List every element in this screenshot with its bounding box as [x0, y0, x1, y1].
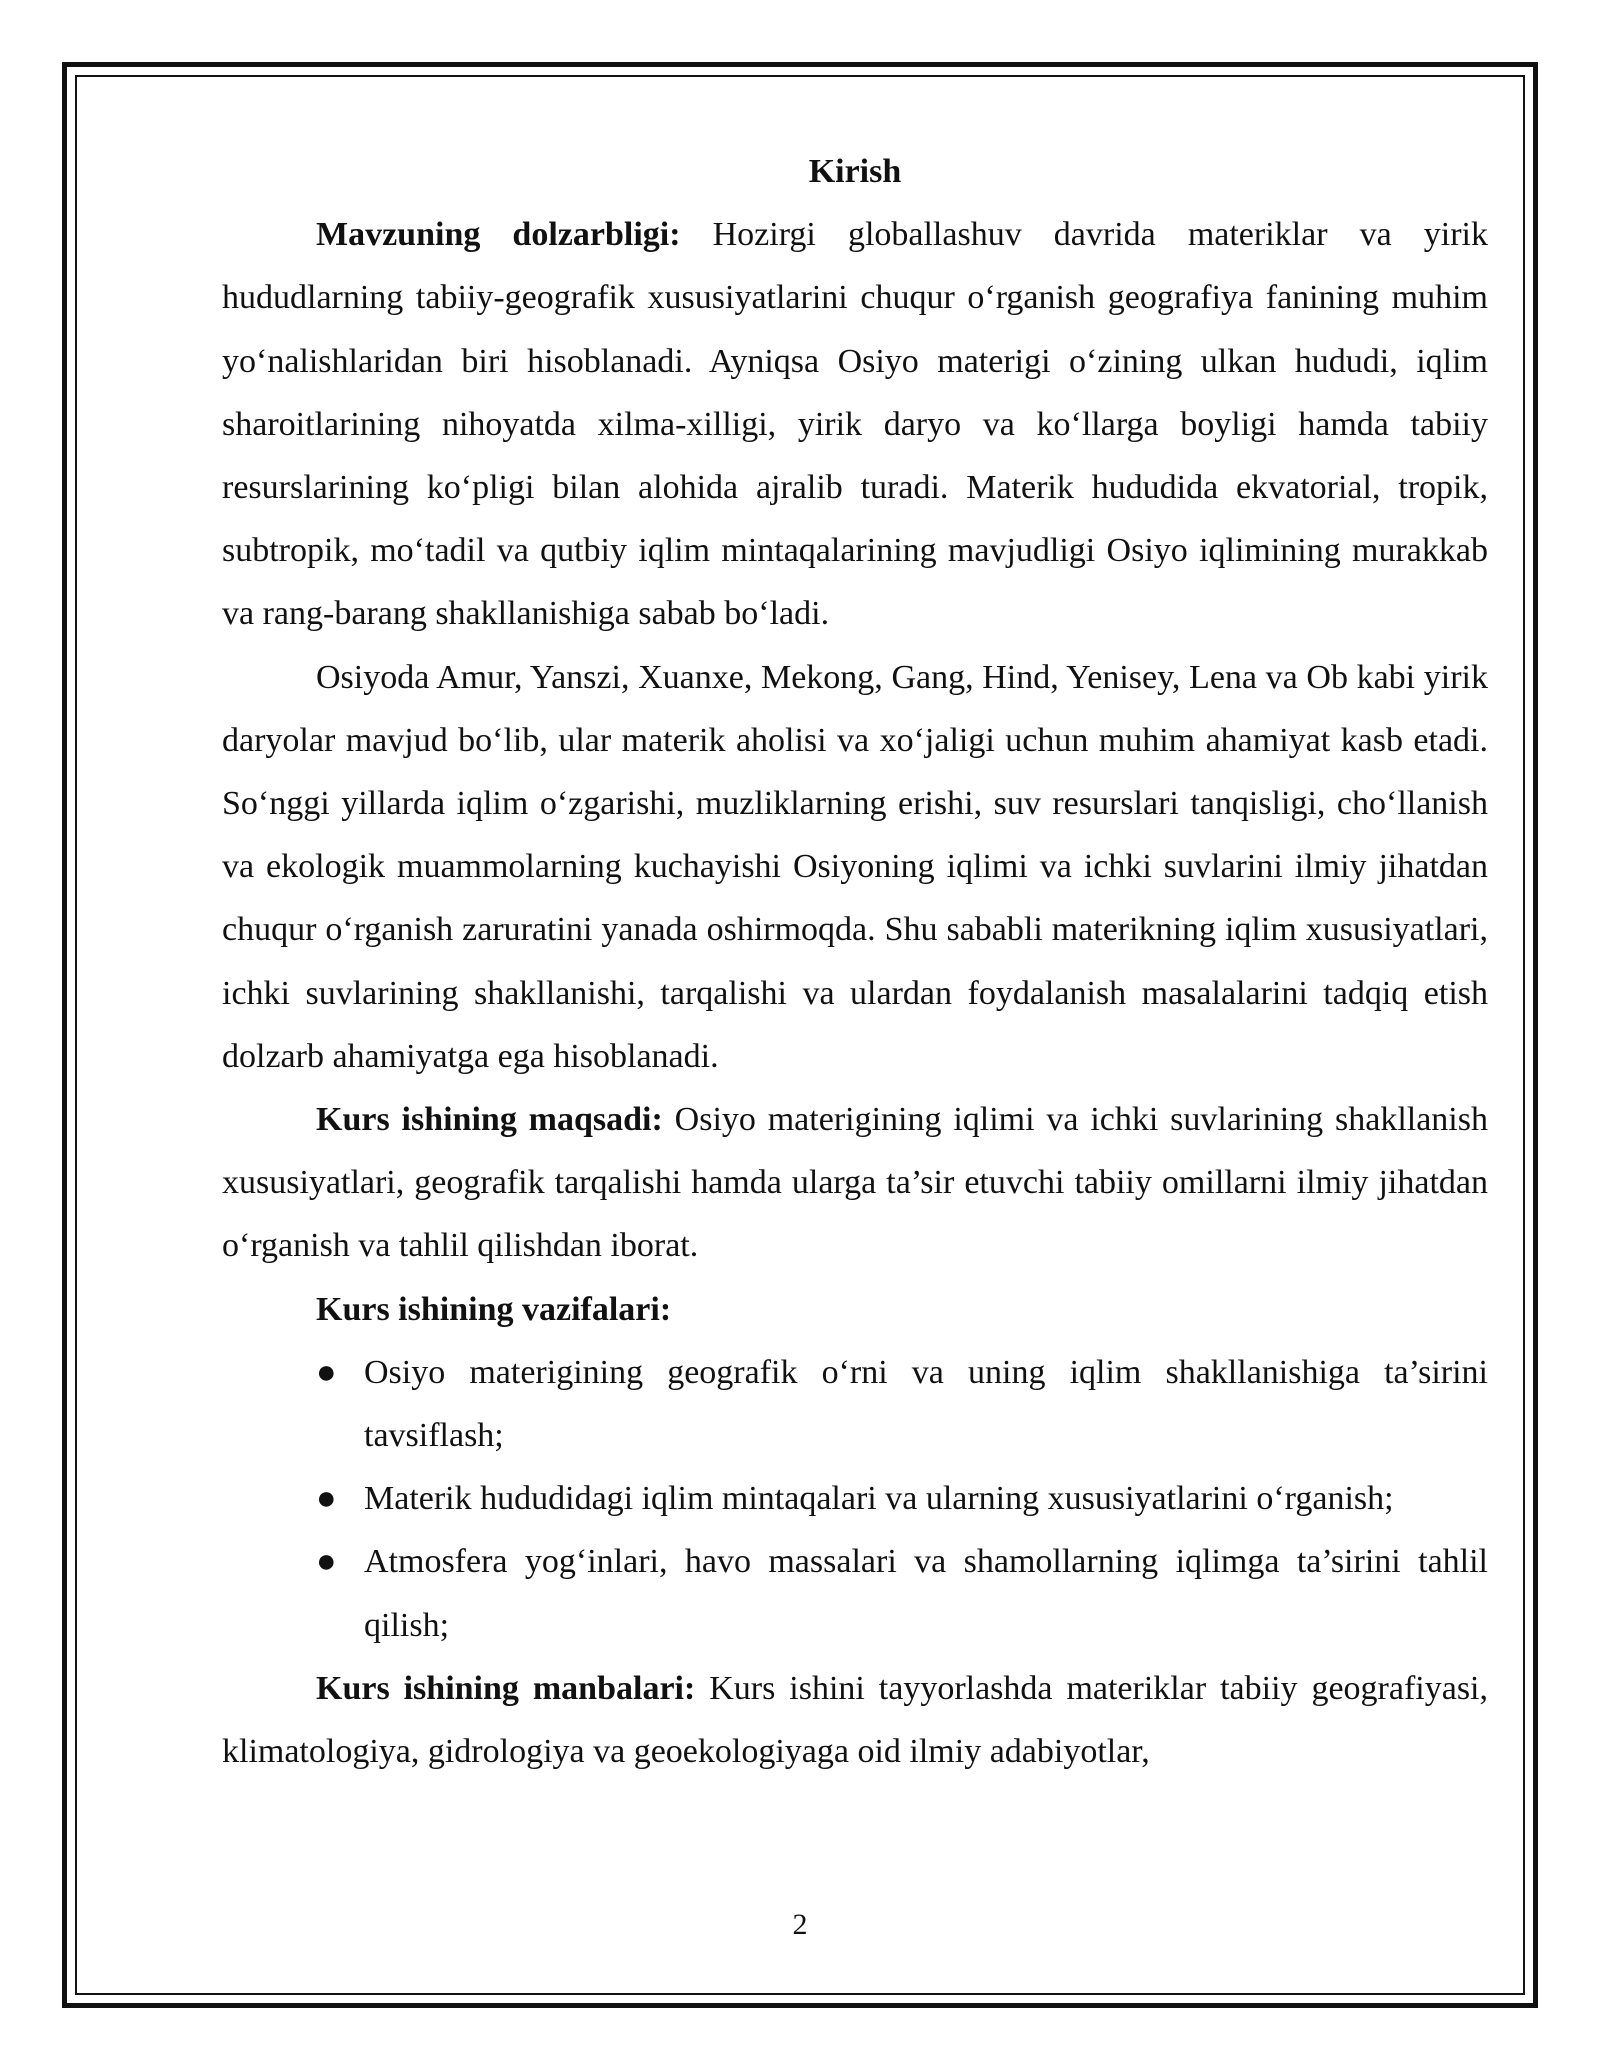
list-item-text: Atmosfera yog‘inlari, havo massalari va shamollarning iqlimga ta’sirini tahlil qilish; — [364, 1543, 1488, 1644]
paragraph-lead: Kurs ishining manbalari: — [316, 1669, 696, 1707]
paragraph-text: Osiyo materigining iqlimi va ichki suvlarining shakllanish xususiyatlari, geografik tarqalishi hamda ularga ta’sir etuvchi tabiiy omillarni ilmiy jihatdan o‘rganish va tahlil qilishdan iborat. — [222, 1101, 1488, 1265]
paragraph-text: Kurs ishini tayyorlashda materiklar tabiiy geografiyasi, klimatologiya, gidrologiya va geoekologiyaga oid ilmiy adabiyotlar, — [222, 1669, 1488, 1771]
list-item — [316, 1530, 1488, 1656]
paragraph-text: Hozirgi globallashuv davrida materiklar va yirik hududlarning tabiiy-geografik xususiyatlarini chuqur o‘rganish geografiya fanining muhim yo‘nalishlaridan biri hisoblanadi. Ayniqsa Osiyo materigi o‘zining ulkan hududi, iqlim sharoitlarining nihoyatda xilma-xilligi, yirik daryo va ko‘llarga boyligi hamda tabiiy resurslarining ko‘pligi bilan alohida ajralib turadi. Materik hududida ekvatorial, tropik, subtropik, mo‘tadil va qutbiy iqlim mintaqalarining mavjudligi Osiyo iqlimining murakkab va rang-barang shakllanishiga sabab bo‘ladi. — [222, 216, 1488, 633]
page-number: 2 — [792, 1908, 808, 1941]
bullet-icon: ● — [316, 1480, 337, 1518]
tasks-heading — [222, 1278, 1488, 1341]
paragraph-lead: Mavzuning dolzarbligi: — [316, 216, 681, 254]
list-item-text: Osiyo materigining geografik o‘rni va uning iqlim shakllanishiga ta’sirini tavsiflash; — [364, 1353, 1488, 1455]
list-item — [316, 1341, 1488, 1467]
tasks-heading-text: Kurs ishining vazifalari: — [316, 1290, 672, 1328]
list-item — [316, 1467, 1488, 1530]
section-title: Kirish — [808, 153, 902, 190]
bullet-icon: ● — [316, 1353, 337, 1391]
paragraph-lead: Kurs ishining maqsadi: — [316, 1101, 663, 1139]
tasks-list — [222, 1341, 1488, 1657]
bullet-icon: ● — [316, 1543, 337, 1581]
page-content — [222, 140, 1488, 1783]
paragraph-text: Osiyoda Amur, Yanszi, Xuanxe, Mekong, Gang, Hind, Yenisey, Lena va Ob kabi yirik daryolar mavjud bo‘lib, ular materik aholisi va xo‘jaligi uchun muhim ahamiyat kasb etadi. So‘nggi yillarda iqlim o‘zgarishi, muzliklarning erishi, suv resurslari tanqisligi, cho‘llanish va ekologik muammolarning kuchayishi Osiyoning iqlimi va ichki suvlarini ilmiy jihatdan chuqur o‘rganish zaruratini yanada oshirmoqda. Shu sababli materikning iqlim xususiyatlari, ichki suvlarining shakllanishi, tarqalishi va ulardan foydalanish masalalarini tadqiq etish dolzarb ahamiyatga ega hisoblanadi. — [222, 658, 1488, 1075]
paragraph-rivers — [222, 646, 1488, 1088]
paragraph-relevance — [222, 203, 1488, 645]
paragraph-sources — [222, 1657, 1488, 1783]
paragraph-goal — [222, 1088, 1488, 1278]
list-item-text: Materik hududidagi iqlim mintaqalari va ularning xususiyatlarini o‘rganish; — [364, 1480, 1394, 1518]
